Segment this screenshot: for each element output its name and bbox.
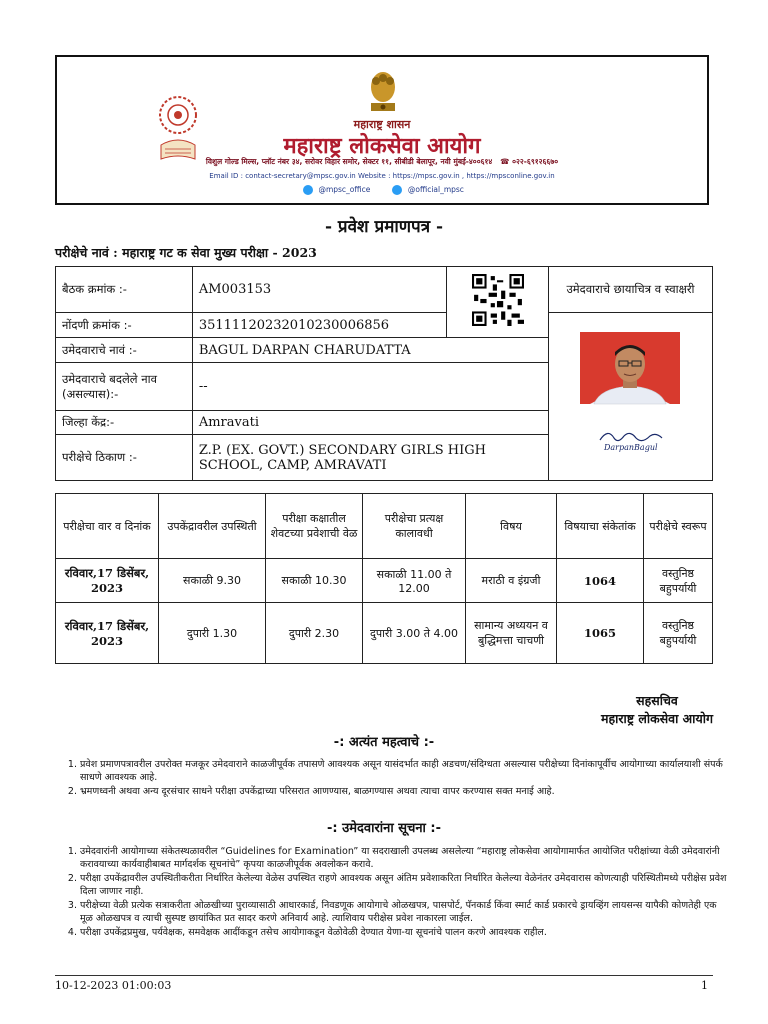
schedule-header-row <box>56 494 713 559</box>
qr-cell <box>447 267 549 338</box>
schedule-cell: सकाळी 9.30 <box>159 559 266 603</box>
instructions-section-title: -: उमेदवारांना सूचना :- <box>326 821 442 836</box>
schedule-cell: सामान्य अध्ययन व बुद्धिमत्ता चाचणी <box>466 603 557 664</box>
changed-name-value: -- <box>192 363 548 411</box>
candidate-info-table <box>55 266 713 481</box>
schedule-cell: मराठी व इंग्रजी <box>466 559 557 603</box>
schedule-cell: दुपारी 1.30 <box>159 603 266 664</box>
schedule-cell: दुपारी 2.30 <box>266 603 363 664</box>
schedule-cell: 1065 <box>557 603 644 664</box>
header-address <box>57 157 707 167</box>
qr-code-icon <box>472 274 524 326</box>
list-item: 1. प्रवेश प्रमाणपत्रावरील उपरोक्त मजकूर उमेदवाराने काळजीपूर्वक तपासणे आवश्यक असून यासंदर्भात काही अडचण/संदिग्धता असल्यास परीक्षेच्या दिनांकापूर्वीच आयोगाच्या कार्यालयाशी संपर्क साधणे आवश्यक आहे. <box>80 758 730 784</box>
phone-icon: ☎ <box>500 157 510 166</box>
footer-divider <box>55 975 713 976</box>
table-row <box>56 603 713 664</box>
schedule-cell: रविवार,17 डिसेंबर, 2023 <box>56 603 159 664</box>
telegram-icon <box>392 185 402 195</box>
photo-cell <box>548 313 712 481</box>
signatory-block <box>601 692 713 728</box>
national-emblem-icon <box>365 67 401 115</box>
footer-timestamp: 10-12-2023 01:00:03 <box>55 979 172 992</box>
header-email-website: Email ID : contact-secretary@mpsc.gov.in Website : https://mpsc.gov.in , https://mpsconline.gov.in <box>209 172 555 180</box>
registration-number-label: नोंदणी क्रमांक :- <box>56 313 193 338</box>
header-box <box>55 55 709 205</box>
signatory-organization: महाराष्ट्र लोकसेवा आयोग <box>601 711 713 726</box>
header-subtitle: महाराष्ट्र शासन <box>353 118 411 131</box>
document-title: - प्रवेश प्रमाणपत्र - <box>324 217 444 237</box>
schedule-header-cell: परीक्षा कक्षातील शेवटच्या प्रवेशाची वेळ <box>266 494 363 559</box>
schedule-cell: सकाळी 11.00 ते 12.00 <box>363 559 466 603</box>
schedule-header-cell: विषयाचा संकेतांक <box>557 494 644 559</box>
schedule-header-cell: विषय <box>466 494 557 559</box>
seat-number-label: बैठक क्रमांक :- <box>56 267 193 313</box>
list-item: 1. उमेदवारांनी आयोगाच्या संकेतस्थळावरील “Guidelines for Examination” या सदराखाली उपलब्ध असलेल्या “महाराष्ट्र लोकसेवा आयोगामार्फत आयोजित परीक्षांच्या वेळी उमेदवारांनी करावयाच्या कार्यवाहीबाबत मार्गदर्शक सूचनांचे” कृपया काळजीपूर्वक अवलोकन करावे. <box>80 845 730 871</box>
district-center-value: Amravati <box>192 411 548 435</box>
changed-name-label: उमेदवाराचे बदलेले नाव (असल्यास):- <box>56 363 193 411</box>
schedule-cell: 1064 <box>557 559 644 603</box>
signatory-designation: सहसचिव <box>636 693 678 708</box>
photo-signature-header: उमेदवाराचे छायाचित्र व स्वाक्षरी <box>548 267 712 313</box>
candidate-name-value: BAGUL DARPAN CHARUDATTA <box>192 338 548 363</box>
twitter-handle[interactable]: @mpsc_office <box>318 185 371 194</box>
instructions-list <box>62 845 730 940</box>
important-list <box>62 758 730 799</box>
seat-number-value: AM003153 <box>192 267 447 313</box>
twitter-icon <box>303 185 313 195</box>
header-social <box>57 185 707 195</box>
exam-venue-label: परीक्षेचे ठिकाण :- <box>56 435 193 481</box>
candidate-photo <box>580 332 680 462</box>
signature-text: DarpanBagul <box>604 442 659 452</box>
list-item: 3. परीक्षेच्या वेळी प्रत्येक सत्राकरीता ओळखीच्या पुराव्यासाठी आधारकार्ड, निवडणूक आयोगाचे ओळखपत्र, पासपोर्ट, पॅनकार्ड किंवा स्मार्ट कार्ड प्रकारचे ड्रायव्हिंग लायसन्स यापैकी कोणतेही एक मूळ ओळखपत्र व त्याची सुस्पष्ट छायांकित प्रत सादर करणे अनिवार्य आहे. त्याशिवाय परीक्षेस प्रवेश नाकारला जाईल. <box>80 899 730 925</box>
schedule-header-cell: परीक्षेचा वार व दिनांक <box>56 494 159 559</box>
schedule-header-cell: उपकेंद्रावरील उपस्थिती <box>159 494 266 559</box>
list-item: 2. परीक्षा उपकेंद्रावरील उपस्थितीकरीता निर्धारित केलेल्या वेळेस उपस्थित राहणे आवश्यक असून अंतिम प्रवेशाकरिता निर्धारित केलेल्या वेळेनंतर उमेदवारास कोणत्याही परिस्थितीमध्ये परीक्षेस प्रवेश दिला जाणार नाही. <box>80 872 730 898</box>
candidate-photo-image <box>580 332 680 462</box>
footer-page-number: 1 <box>701 979 708 992</box>
exam-schedule-table <box>55 493 713 664</box>
schedule-cell: वस्तुनिष्ठ बहुपर्यायी <box>644 603 713 664</box>
exam-name: परीक्षेचे नावं : महाराष्ट्र गट क सेवा मुख्य परीक्षा - 2023 <box>55 245 317 260</box>
phone-number: ०२२-६९१२६६७० <box>512 157 559 166</box>
exam-venue-value: Z.P. (EX. GOVT.) SECONDARY GIRLS HIGH SCHOOL, CAMP, AMRAVATI <box>192 435 548 481</box>
schedule-header-cell: परीक्षेचे स्वरूप <box>644 494 713 559</box>
schedule-cell: वस्तुनिष्ठ बहुपर्यायी <box>644 559 713 603</box>
schedule-cell: दुपारी 3.00 ते 4.00 <box>363 603 466 664</box>
header-title: महाराष्ट्र लोकसेवा आयोग <box>283 133 481 159</box>
registration-number-value: 35111120232010230006856 <box>192 313 447 338</box>
list-item: 2. भ्रमणध्वनी अथवा अन्य दूरसंचार साधने परीक्षा उपकेंद्राच्या परिसरात आणण्यास, बाळगण्यास अथवा त्याचा वापर करण्यास सक्त मनाई आहे. <box>80 785 730 798</box>
address-text: विशुल गोल्ड मिल्स, प्लॉट नंबर ३४, सरोवर विहार समोर, सेक्टर ११, सीबीडी बेलापूर, नवी मुंबई-४००६१४ <box>205 157 493 166</box>
candidate-name-label: उमेदवाराचे नावं :- <box>56 338 193 363</box>
schedule-cell: रविवार,17 डिसेंबर, 2023 <box>56 559 159 603</box>
list-item: 4. परीक्षा उपकेंद्रप्रमुख, पर्यवेक्षक, समवेक्षक आदींकडून तसेच आयोगाकडून वेळोवेळी देण्यात येणा-या सूचनांचे पालन करणे आवश्यक राहील. <box>80 926 730 939</box>
district-center-label: जिल्हा केंद्र:- <box>56 411 193 435</box>
important-section-title: -: अत्यंत महत्वाचे :- <box>333 735 435 750</box>
telegram-handle[interactable]: @official_mpsc <box>407 185 464 194</box>
schedule-cell: सकाळी 10.30 <box>266 559 363 603</box>
schedule-header-cell: परीक्षेचा प्रत्यक्ष कालावधी <box>363 494 466 559</box>
table-row <box>56 559 713 603</box>
